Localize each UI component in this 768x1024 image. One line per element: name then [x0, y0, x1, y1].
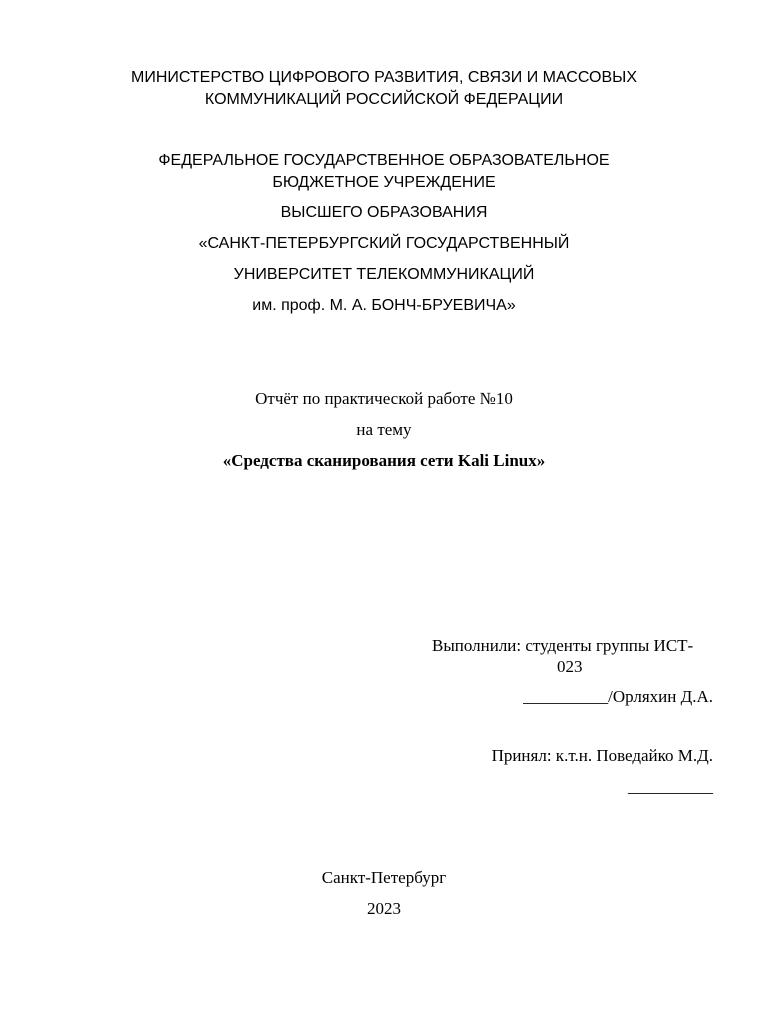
report-title: Отчёт по практической работе №10	[255, 389, 513, 408]
performed-signature: __________/Орляхин Д.А.	[523, 687, 713, 706]
report-topic: «Средства сканирования сети Kali Linux»	[222, 451, 546, 470]
accepted-label: Принял: к.т.н. Поведайко М.Д.	[491, 746, 713, 765]
performed-label-line-1: Выполнили: студенты группы ИСТ-	[432, 636, 694, 655]
institution-line-1: ФЕДЕРАЛЬНОЕ ГОСУДАРСТВЕННОЕ ОБРАЗОВАТЕЛЬНОЕ	[158, 152, 610, 169]
ministry-line-1: МИНИСТЕРСТВО ЦИФРОВОГО РАЗВИТИЯ, СВЯЗИ И МАССОВЫХ	[131, 69, 637, 86]
performed-label-line-2: 023	[557, 657, 583, 676]
institution-line-2: БЮДЖЕТНОЕ УЧРЕЖДЕНИЕ	[272, 174, 496, 191]
footer-year: 2023	[367, 899, 401, 918]
footer-city: Санкт-Петербург	[321, 868, 447, 887]
institution-line-6: им. проф. М. А. БОНЧ-БРУЕВИЧА»	[252, 297, 516, 314]
institution-line-4: «САНКТ-ПЕТЕРБУРГСКИЙ ГОСУДАРСТВЕННЫЙ	[198, 235, 570, 252]
accepted-signature: __________	[628, 777, 713, 796]
ministry-line-2: КОММУНИКАЦИЙ РОССИЙСКОЙ ФЕДЕРАЦИИ	[204, 91, 564, 108]
institution-line-3: ВЫСШЕГО ОБРАЗОВАНИЯ	[280, 204, 488, 221]
institution-line-5: УНИВЕРСИТЕТ ТЕЛЕКОММУНИКАЦИЙ	[233, 266, 535, 283]
report-on-topic: на тему	[356, 420, 412, 439]
